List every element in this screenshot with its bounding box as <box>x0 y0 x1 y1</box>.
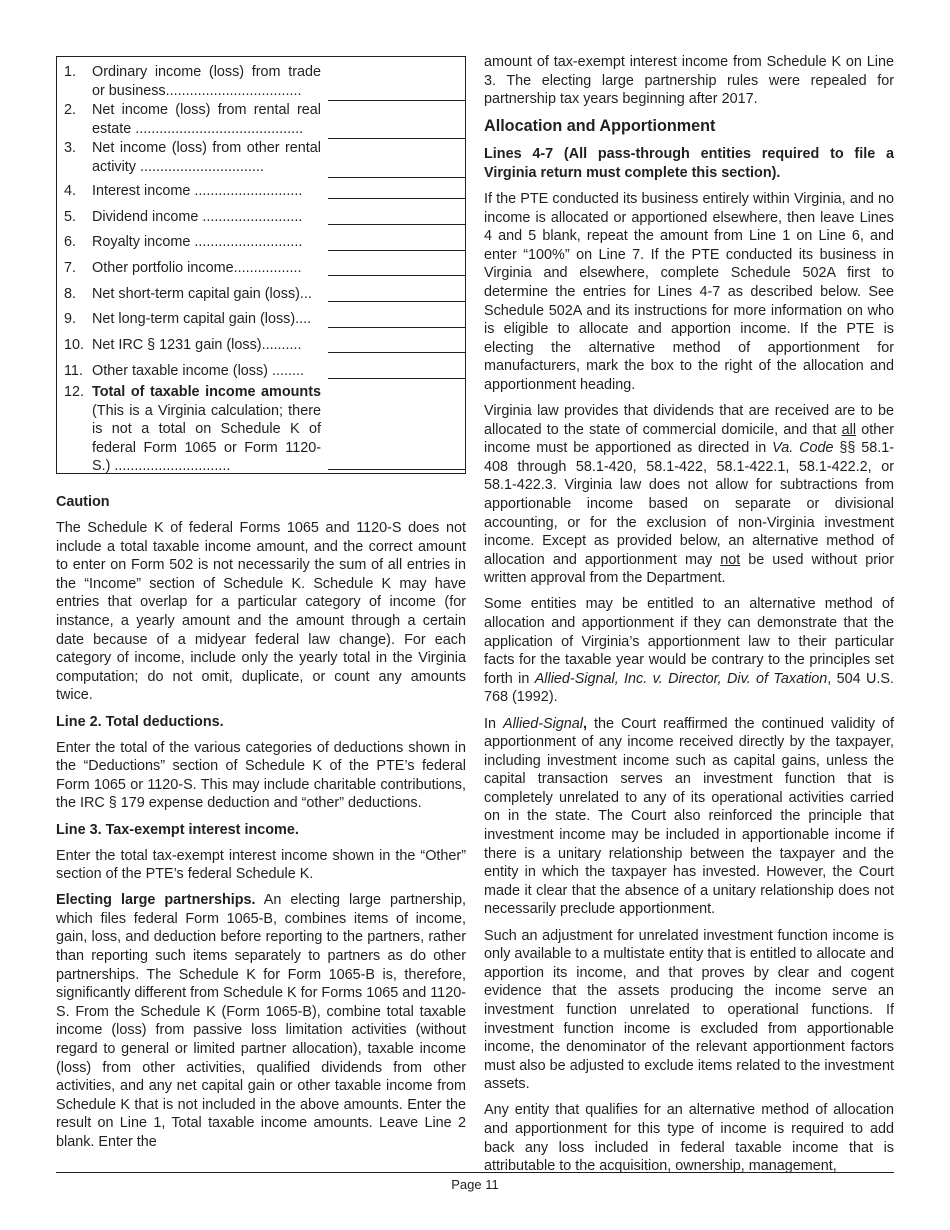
paragraph-4: In Allied-Signal, the Court reaffirmed the continued validity of apportionment of any income received directly by the taxpayer, including investment income such as capital gains, unless the capital transaction serves an investment function that is completely unrelated to any of its operational activities carried on in the state. The Court also reinforced the principle that investment income may be included in apportionable income if there is a unitary relationship between the taxpayer and the entity in which the taxpayer has invested. However, the Court made it clear that the absence of a unitary relationship does not necessarily preclude apportionment. <box>484 715 895 918</box>
caution-heading: Caution <box>56 494 110 510</box>
amount-blank <box>328 224 466 225</box>
paragraph-6: Any entity that qualifies for an alternative method of allocation and apportionment for this type of income is required to add back any loss included in federal taxable income that is attributable to the acquisition, ownership, management, <box>484 1102 894 1175</box>
elp-heading: Electing large partnerships. <box>56 892 256 909</box>
amount-blank <box>328 352 466 353</box>
right-column <box>484 53 894 1183</box>
amount-blank <box>328 469 466 470</box>
left-column <box>56 56 466 1159</box>
paragraph-5: Such an adjustment for unrelated investment function income is only available to a multistate entity that is entitled to allocate and apportion its income, and that proves by clear and cogent evidence that the assets producing the income serve an investment function unrelated to operational functions. If investment function income is excluded from apportionable income, the denominator of the relevant apportionment factors must also be adjusted to exclude items related to the investment assets. <box>484 927 894 1093</box>
amount-blank <box>328 378 466 379</box>
line2-heading: Line 2. Total deductions. <box>56 713 224 730</box>
amount-blank <box>328 275 466 276</box>
line3-text: Enter the total tax-exempt interest income shown in the “Other” section of the PTE’s federal Schedule K. <box>56 847 466 883</box>
footer-rule <box>56 1172 894 1173</box>
allocation-heading: Allocation and Apportionment <box>484 117 716 136</box>
amount-blank <box>328 301 466 302</box>
amount-blank <box>328 177 466 178</box>
page-number: Page 11 <box>451 1177 499 1192</box>
amount-blank <box>328 327 466 328</box>
elp-paragraph: Electing large partnerships. An electing large partnership, which files federal Form 1065-B, combines items of income, gain, loss, and deduction before reporting to the partners, rather than reporting such items separately to partners as do other partnerships. The Schedule K for Form 1065-B is, therefore, significantly different from Schedule K for Forms 1065 and 1120-S. From the Schedule K (Form 1065-B), combine total taxable income (loss) from passive loss limitation activities (without regard to general or limited partner allocation), taxable income (loss) from other activities, qualified dividends from other activities, and any net capital gain or other taxable income from Schedule K that is not included in the above amounts. Enter the result on Line 1, Total taxable income amounts. Leave Line 2 blank. Enter the <box>56 892 466 1150</box>
continued-text: amount of tax-exempt interest income from Schedule K on Line 3. The electing large partnership rules were repealed for partnership tax years beginning after 2017. <box>484 54 894 108</box>
line2-text: Enter the total of the various categories of deductions shown in the “Deductions” section of Schedule K of the PTE’s federal Form 1065 or 1120-S. This may include charitable contributions, the IRC § 179 expense deduction and “other” deductions. <box>56 739 466 812</box>
lines-4-7-heading: Lines 4-7 (All pass-through entities required to file a Virginia return must complete this section). <box>484 146 894 181</box>
amount-blank <box>328 100 466 101</box>
amount-blank <box>328 198 466 199</box>
amount-blank <box>328 250 466 251</box>
paragraph-1: If the PTE conducted its business entirely within Virginia, and no income is allocated or apportioned elsewhere, then leave Lines 4 and 5 blank, repeat the amount from Line 1 on Line 6, and enter “100%” on Line 7. If the PTE conducted its business in Virginia and elsewhere, complete Schedule 502A first to determine the entries for Lines 4-7 as described below. See Schedule 502A and its instructions for more information on who is eligible to allocate and apportion income. If the PTE is electing the alternative method of apportionment for manufacturers, mark the box to the right of the allocation and apportionment heading. <box>484 190 894 393</box>
caution-text: The Schedule K of federal Forms 1065 and 1120-S does not include a total taxable income amount, and the correct amount to enter on Form 502 is not necessarily the sum of all entries in the “Income” section of Schedule K. Schedule K may have entries that overlap for a particular category of income (for instance, a yearly amount and the amount through a certain date because of a midyear federal law change). For each category of income, include only the yearly total in the Virginia computation; do not omit, duplicate, or count any amounts twice. <box>56 520 466 704</box>
line3-heading: Line 3. Tax-exempt interest income. <box>56 821 299 838</box>
paragraph-2: Virginia law provides that dividends that are received are to be allocated to the state of commercial domicile, and that all other income must be apportioned as directed in Va. Code §§ 58.1-408 through 58.1-420, 58.1-422, 58.1-422.1, 58.1-422.2, or 58.1-422.3. Virginia law does not allow for subtractions from apportionable income based on separate or divisional accounting, or for the exclusion of non-Virginia investment income. Except as provided below, an alternative method of allocation and apportionment may not be used without prior written approval from the Department. <box>484 403 894 587</box>
amount-blank <box>328 138 466 139</box>
paragraph-3: Some entities may be entitled to an alternative method of allocation and apportionment if they can demonstrate that the application of Virginia’s apportionment law to their particular facts for the taxable year would be contrary to the principles set forth in Allied-Signal, Inc. v. Director, Div. of Taxation, 504 U.S. 768 (1992). <box>484 596 894 706</box>
income-lines-table: 1. Ordinary income (loss) from trade or business.................................. 2. Net income (loss) from rental real estate .......................................... 3. Net income (loss) from other rental activity ............................... 4. Interest income ........................... 5. Dividend income ......................... 6. Royalty income ........................... 7. Other portfolio income................. 8. Net short-term capital gain (loss)... 9. Net long-term capital gain (loss).... 10. Net IRC § 1231 gain (loss).......... 11. Other taxable income (loss) ........ 12. Total of taxable income amounts (This is a Virginia calculation; there is not a total on Schedule K of federal Form 1065 or Form 1120-S.) ............................. <box>56 56 466 474</box>
